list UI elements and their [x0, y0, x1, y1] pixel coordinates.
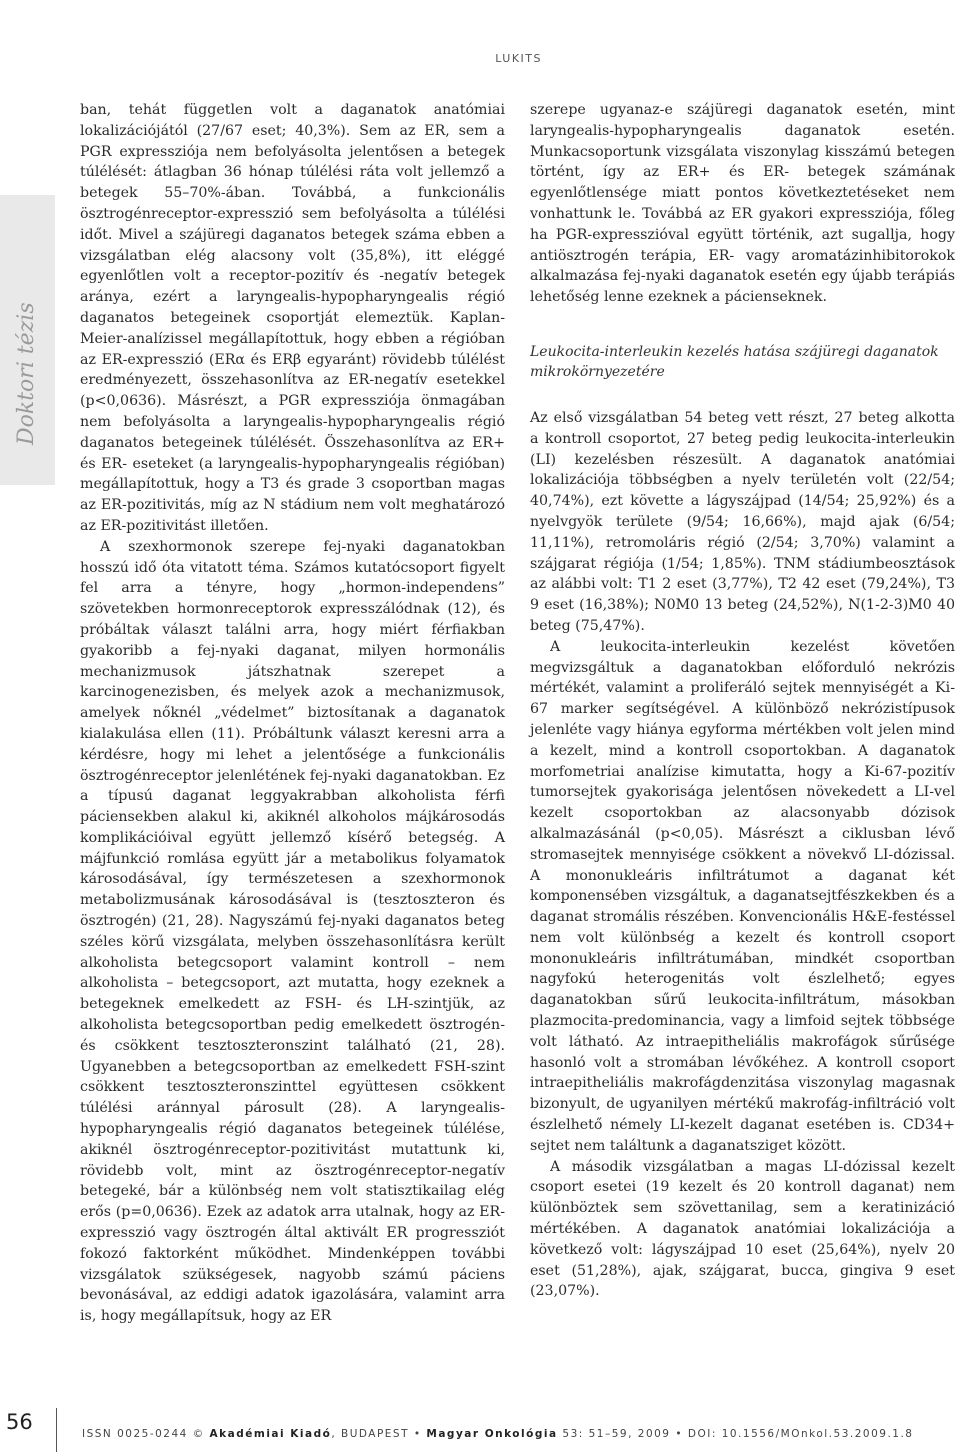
section-heading: Leukocita-interleukin kezelés hatása szájüregi daganatok mikrokörnyezetére [530, 343, 939, 380]
page-number: 56 [6, 1410, 33, 1434]
footer-city: , BUDAPEST [331, 1428, 410, 1440]
footer-volume: 53: 51–59, 2009 [557, 1428, 671, 1440]
copyright-symbol: © [192, 1428, 205, 1440]
paragraph: A második vizsgálatban a magas LI-dózissal kezelt csoport esetei (19 kezelt és 20 kontroll daganat) nem különböztek sem szövettanilag, sem a keratinizáció mértékében. A daganatok anatómiai lokalizációja a következő volt: lágyszájpad 10 eset (25,64%), nyelv 20 eset (51,28%), ajak, szájgarat, bucca, gingiva 9 eset (23,07%). [530, 1158, 955, 1300]
footer-journal: Magyar Onkológia [426, 1428, 558, 1440]
footer-separator: • [670, 1428, 688, 1440]
footer-citation [82, 1428, 913, 1440]
footer-separator: • [409, 1428, 427, 1440]
paragraph: ban, tehát független volt a daganatok anatómiai lokalizációjától (27/67 eset; 40,3%). Sem az ER, sem a PGR expressziója nem befolyásolta jelentősen a betegek túlélését: átlagban 36 hónap túlélési ráta volt jellemző a betegek 55–70%-ában. Továbbá, a funkcionális ösztrogénreceptor-expresszió sem befolyásolta a túlélési időt. Mivel a szájüregi daganatos betegek száma ebben a vizsgálatban elég alacsony volt (35,8%), itt eléggé egyenlőtlen volt a receptor-pozitív és -negatív betegek aránya, ezért a laryngealis-hypopharyngealis régió daganatos betegeinek csoportját elemeztük. Kaplan-Meier-analízissel megállapítottuk, hogy ebben a régióban az ER-expresszió (ERα és ERβ egyaránt) rövidebb túlélést eredményezett, összehasonlítva az ER-negatív esetekkel (p<0,0636). Másrészt, a PGR expressziója önmagában nem befolyásolta a laryngealis-hypopharyngealis régió daganatos betegeinek túlélését. Összehasonlítva az ER+ és ER- eseteket (a laryngealis-hypopharyngealis régióban) megállapítottuk, hogy a T3 és grade 3 csoportban magas az ER-pozitivitás, míg az N stádium nem volt meghatározó az ER-pozitivitást illetően. [80, 102, 505, 534]
paragraph: A szexhormonok szerepe fej-nyaki daganatokban hosszú idő óta vitatott téma. Számos kutatócsoport figyelt fel arra a tényre, hogy „hormon-independens” szövetekben hormonreceptorok expresszálódnak (12), és próbáltak választ találni arra, hogy miért férfiakban gyakoribb a fej-nyaki daganat, milyen hormonális mechanizmusok játszhatnak szerepet a karcinogenezisben, és melyek azok a mechanizmusok, amelyek nőknél „védelmet” biztosítanak a daganatok kialakulása ellen (11). Próbáltunk választ keresni arra a kérdésre, hogy mi lehet a jelentősége a funkcionális ösztrogénreceptor jelenlétének fej-nyaki daganatokban. Ez a típusú daganat leggyakrabban alkoholista férfi páciensekben alakul ki, akiknél alkoholos májkárosodás komplikációival együtt jellemző kísérő betegség. A májfunkció romlása együtt jár a metabolikus folyamatok károsodásával, így természetesen a szexhormonok metabolizmusának károsodásával is (tesztoszteron és ösztrogén) (21, 28). Nagyszámú fej-nyaki daganatos beteg széles körű vizsgálata, melyben összehasonlításra került alkoholista betegcsoport valamint kontroll – nem alkoholista – betegcsoport, azt mutatta, hogy ezeknek a betegeknek emelkedett az FSH- és LH-szintjük, az alkoholista betegcsoportban pedig emelkedett ösztrogén- és csökkent tesztoszteronszint található (21, 28). Ugyanebben a betegcsoportban az emelkedett FSH-szint csökkent tesztoszteronszinttel együttesen csökkent túlélési aránnyal párosult (28). A laryngealis-hypopharyngealis régió daganatos betegeinek túlélése, akiknél ösztrogénreceptor-pozitivitást mutattunk ki, rövidebb volt, mint az ösztrogénreceptor-negatív betegeké, bár a különbség nem volt statisztikailag elég erős (p=0,0636). Ezek az adatok arra utalnak, hogy az ER-expresszió vagy ösztrogén által aktivált ER progressziót fokozó faktorként működhet. Mindenképpen további vizsgálatok szükségesek, nagyobb számú páciens bevonásával, az eddigi adatok igazolására, valamint arra is, hogy megállapítsuk, hogy az ER [80, 538, 505, 1325]
footer-doi: DOI: 10.1556/MOnkol.53.2009.1.8 [687, 1428, 914, 1440]
section-side-tab [0, 195, 55, 485]
footer-issn: ISSN 0025-0244 [82, 1428, 188, 1440]
footer-divider [56, 1408, 57, 1452]
paragraph: A leukocita-interleukin kezelést követően megvizsgáltuk a daganatokban előforduló nekrózis mértékét, valamint a proliferáló sejtek mennyiségét a Ki-67 marker segítségével. A különböző nekrózistípusok jelenléte vagy hiánya egyforma mértékben volt jelen mind a kezelt, mind a kontroll csoportokban. A daganatok morfometriai analízise kimutatta, hogy a Ki-67-pozitív tumorsejtek gyakorisága jelentősen növekedett a LI-vel kezelt csoportokban az alacsonyabb dózisok alkalmazásánál (p<0,05). Másrészt a ciklusban lévő stromasejtek mennyisége csökkent a növekvő LI-dózissal. A mononukleáris infiltrátumot a daganat két komponensében vizsgáltuk, a daganatsejtfészkekben és a daganat stromális részében. Konvencionális H&E-festéssel nem volt különbség a kezelt és kontroll csoport mononukleáris infiltrátumában, mindkét csoportban nagyfokú heterogenitás volt észlelhető; egyes daganatokban sűrű leukocita-infiltrátum, másokban plazmocita-predominancia, vagy a limfoid sejtek többsége volt látható. Az intraepitheliális makrofágok sűrűsége hasonló volt a stromában lévőkéhez. A kontroll csoport intraepitheliális makrofágdenzitása viszonylag magasnak bizonyult, de ugyanilyen mértékű makrofág-infiltráció volt észlelhető némely LI-kezelt daganat esetében is. CD34+ sejtet nem találtunk a daganatsziget között. [530, 638, 955, 1154]
running-head: LUKITS [495, 52, 542, 65]
left-column [80, 100, 505, 1327]
side-tab-label: Doktori tézis [14, 302, 39, 445]
right-column [530, 100, 955, 1302]
paragraph: szerepe ugyanaz-e szájüregi daganatok esetén, mint laryngealis-hypopharyngealis daganatok esetén. Munkacsoportunk vizsgálata viszonylag kisszámú betegen történt, így az ER+ és ER- betegek számának egyenlőtlensége miatt pontos következtetéseket nem vonhattunk le. Továbbá az ER gyakori expressziója, főleg ha PGR-expresszióval együtt történik, azt sugallja, hogy antiösztrogén terápia, ER- vagy aromatázinhibitorokok alkalmazása fej-nyaki daganatok esetén egy újabb terápiás lehetőség lenne ezeknek a pácienseknek. [530, 102, 955, 306]
paragraph: Az első vizsgálatban 54 beteg vett részt, 27 beteg alkotta a kontroll csoportot, 27 beteg pedig leukocita-interleukin (LI) kezelésben részesült. A daganatok anatómiai lokalizációja többségben a nyelv területén volt (22/54; 40,74%), ezt követte a lágyszájpad (14/54; 25,92%) és a nyelvgyök területe (9/54; 16,66%), majd ajak (6/54; 11,11%), retromoláris régió (2/54; 3,70%) valamint a szájgarat régiója (1/54; 1,85%). TNM stádiumbeosztások az alábbi volt: T1 2 eset (3,77%), T2 42 eset (79,24%), T3 9 eset (16,38%); N0M0 13 beteg (24,52%), N(1-2-3)M0 40 beteg (75,47%). [530, 409, 955, 634]
footer-publisher: Akadémiai Kiadó [209, 1428, 332, 1440]
